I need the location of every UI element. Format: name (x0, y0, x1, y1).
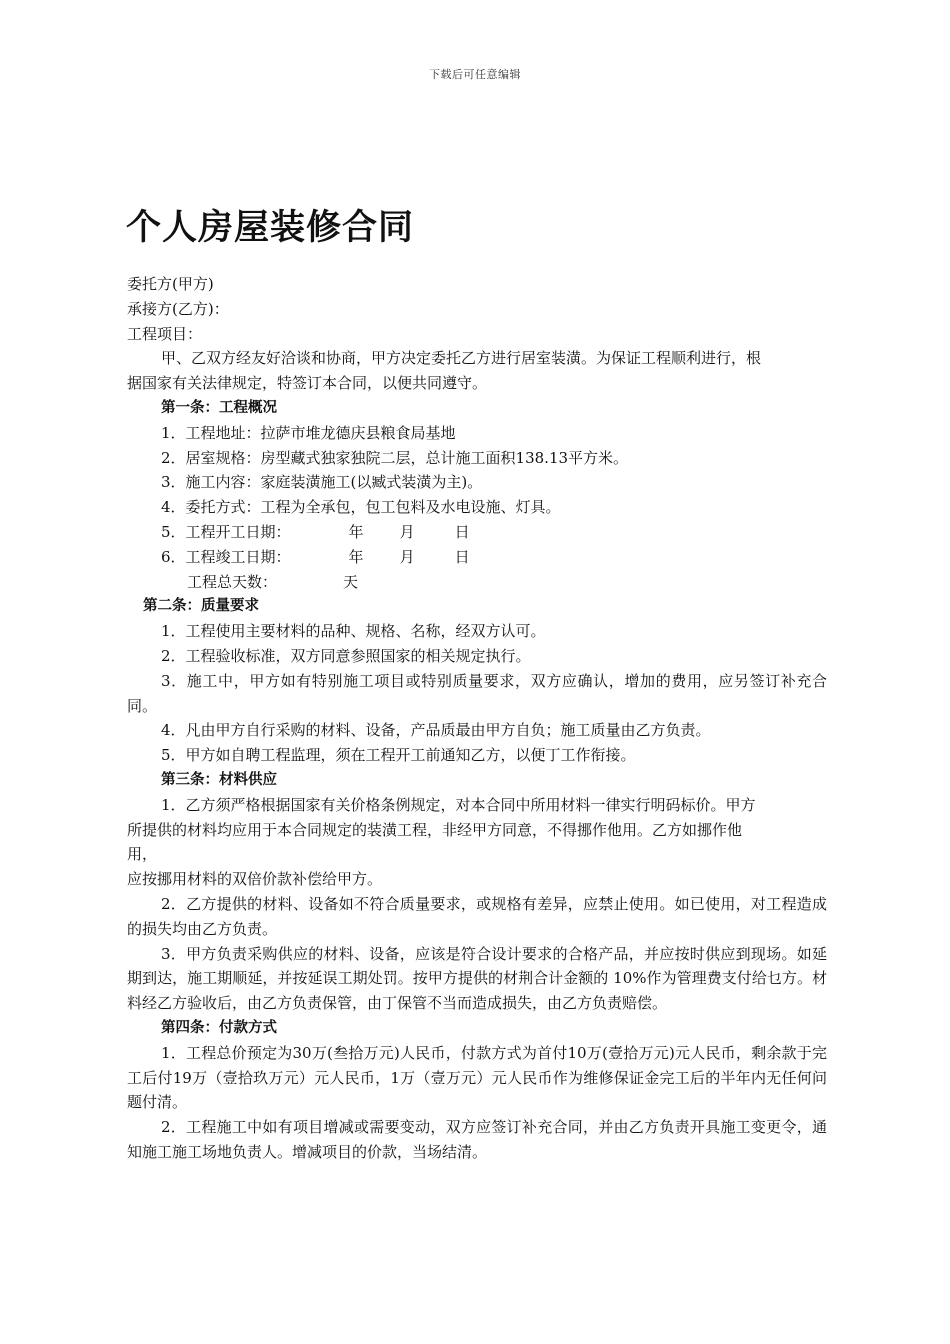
article-2-item: 3．施工中，甲方如有特别施工项目或特别质量要求，双方应确认，增加的费用，应另签订补充合同。 (127, 671, 827, 715)
document-title: 个人房屋装修合同 (126, 208, 415, 248)
article-3-item-1-line: 1．乙方须严格根据国家有关价格条例规定，对本合同中所用材料一律实行明码标价。甲方 (161, 795, 756, 814)
total-days-label: 工程总天数： (187, 572, 278, 591)
article-3-item-3: 3．甲方负责采购供应的材料、设备，应该是符合设计要求的合格产品，并应按时供应到现场。如延期到达，施工期顺延，并按延误工期处罚。按甲方提供的材荆合计金额的 10%作为管理费支付给乜方。材料经乙方验收后，由乙方负责保管，由丁保管不当而造成损失，由乙方负责赔偿。 (127, 944, 827, 1013)
article-2-item: 4．凡由甲方自行采购的材料、设备，产品质最由甲方自负；施工质量由乙方负责。 (161, 721, 711, 740)
end-date-label: 6．工程竣工日期： (161, 547, 291, 566)
article-1-item: 4．委托方式：工程为全承包，包工包料及水电设施、灯具。 (161, 498, 561, 517)
article-1-heading: 第一条：工程概况 (161, 399, 277, 416)
article-2-heading: 第二条：质量要求 (143, 598, 259, 615)
start-date-label: 5．工程开工日期： (161, 522, 291, 541)
article-4-heading: 第四条：付款方式 (161, 1019, 277, 1036)
article-3-item-1-line: 用， (127, 845, 158, 864)
contractor-party-line: 承接方(乙方)： (127, 299, 229, 318)
article-2-item: 2．工程验收标准，双方同意参照国家的相关规定执行。 (161, 646, 531, 665)
total-days-line (127, 570, 827, 595)
preamble-line-1: 甲、乙双方经友好洽谈和协商，甲方决定委托乙方进行居室装潢。为保证工程顺利进行，根 (161, 349, 762, 368)
day-label: 日 (454, 522, 470, 541)
start-date-line (127, 520, 827, 545)
project-line: 工程项目： (127, 324, 203, 343)
preamble-line-2: 据国家有关法律规定，特签订本合同，以便共同遵守。 (127, 374, 488, 393)
client-party-line: 委托方(甲方) (127, 275, 214, 293)
contract-body (127, 272, 827, 1165)
article-3-item-2: 2．乙方提供的材料、设备如不符合质量要求，或规格有差异，应禁止使用。如已使用，对工程造成的损失均由乙方负责。 (127, 894, 827, 938)
article-3-heading: 第三条：材料供应 (161, 771, 277, 788)
total-days-unit: 天 (343, 572, 359, 591)
year-label: 年 (348, 547, 364, 566)
header-note: 下载后可任意编辑 (429, 68, 521, 81)
article-1-item: 2．居室规格：房型藏式独家独院二层，总计施工面积138.13平方米。 (161, 448, 629, 467)
article-2-item: 5．甲方如自聘工程监理，须在工程开工前通知乙方，以便丁工作衔接。 (161, 746, 636, 765)
article-3-item-1-line: 应按挪用材料的双倍价款补偿给甲方。 (127, 870, 383, 889)
article-3-item-1-line: 所提供的材料均应用于本合同规定的装潢工程，非经甲方同意，不得挪作他用。乙方如挪作他 (127, 820, 743, 839)
day-label: 日 (454, 547, 470, 566)
end-date-line (127, 545, 827, 570)
article-4-item-2: 2．工程施工中如有项目增减或需要变动，双方应签订补充合同，并由乙方负责开具施工变更令，通知施工施工场地负责人。增减项目的价款，当场结清。 (127, 1118, 827, 1161)
article-1-item: 1．工程地址：拉萨市堆龙德庆县粮食局基地 (161, 423, 456, 442)
article-2-item: 1．工程使用主要材料的品种、规格、名称，经双方认可。 (161, 622, 546, 641)
article-1-item: 3．施工内容：家庭装潢施工(以臧式装潢为主)。 (161, 473, 483, 492)
article-4-item-1: 1．工程总价预定为30万(叁拾万元)人民币，付款方式为首付10万(壹拾万元)元人民币，剩余款于完工后付19万（壹拾玖万元）元人民币，1万（壹万元）元人民币作为维修保证金完工后的半年内无任何问题付清。 (127, 1043, 827, 1112)
month-label: 月 (399, 547, 415, 566)
month-label: 月 (399, 522, 415, 541)
year-label: 年 (348, 522, 364, 541)
